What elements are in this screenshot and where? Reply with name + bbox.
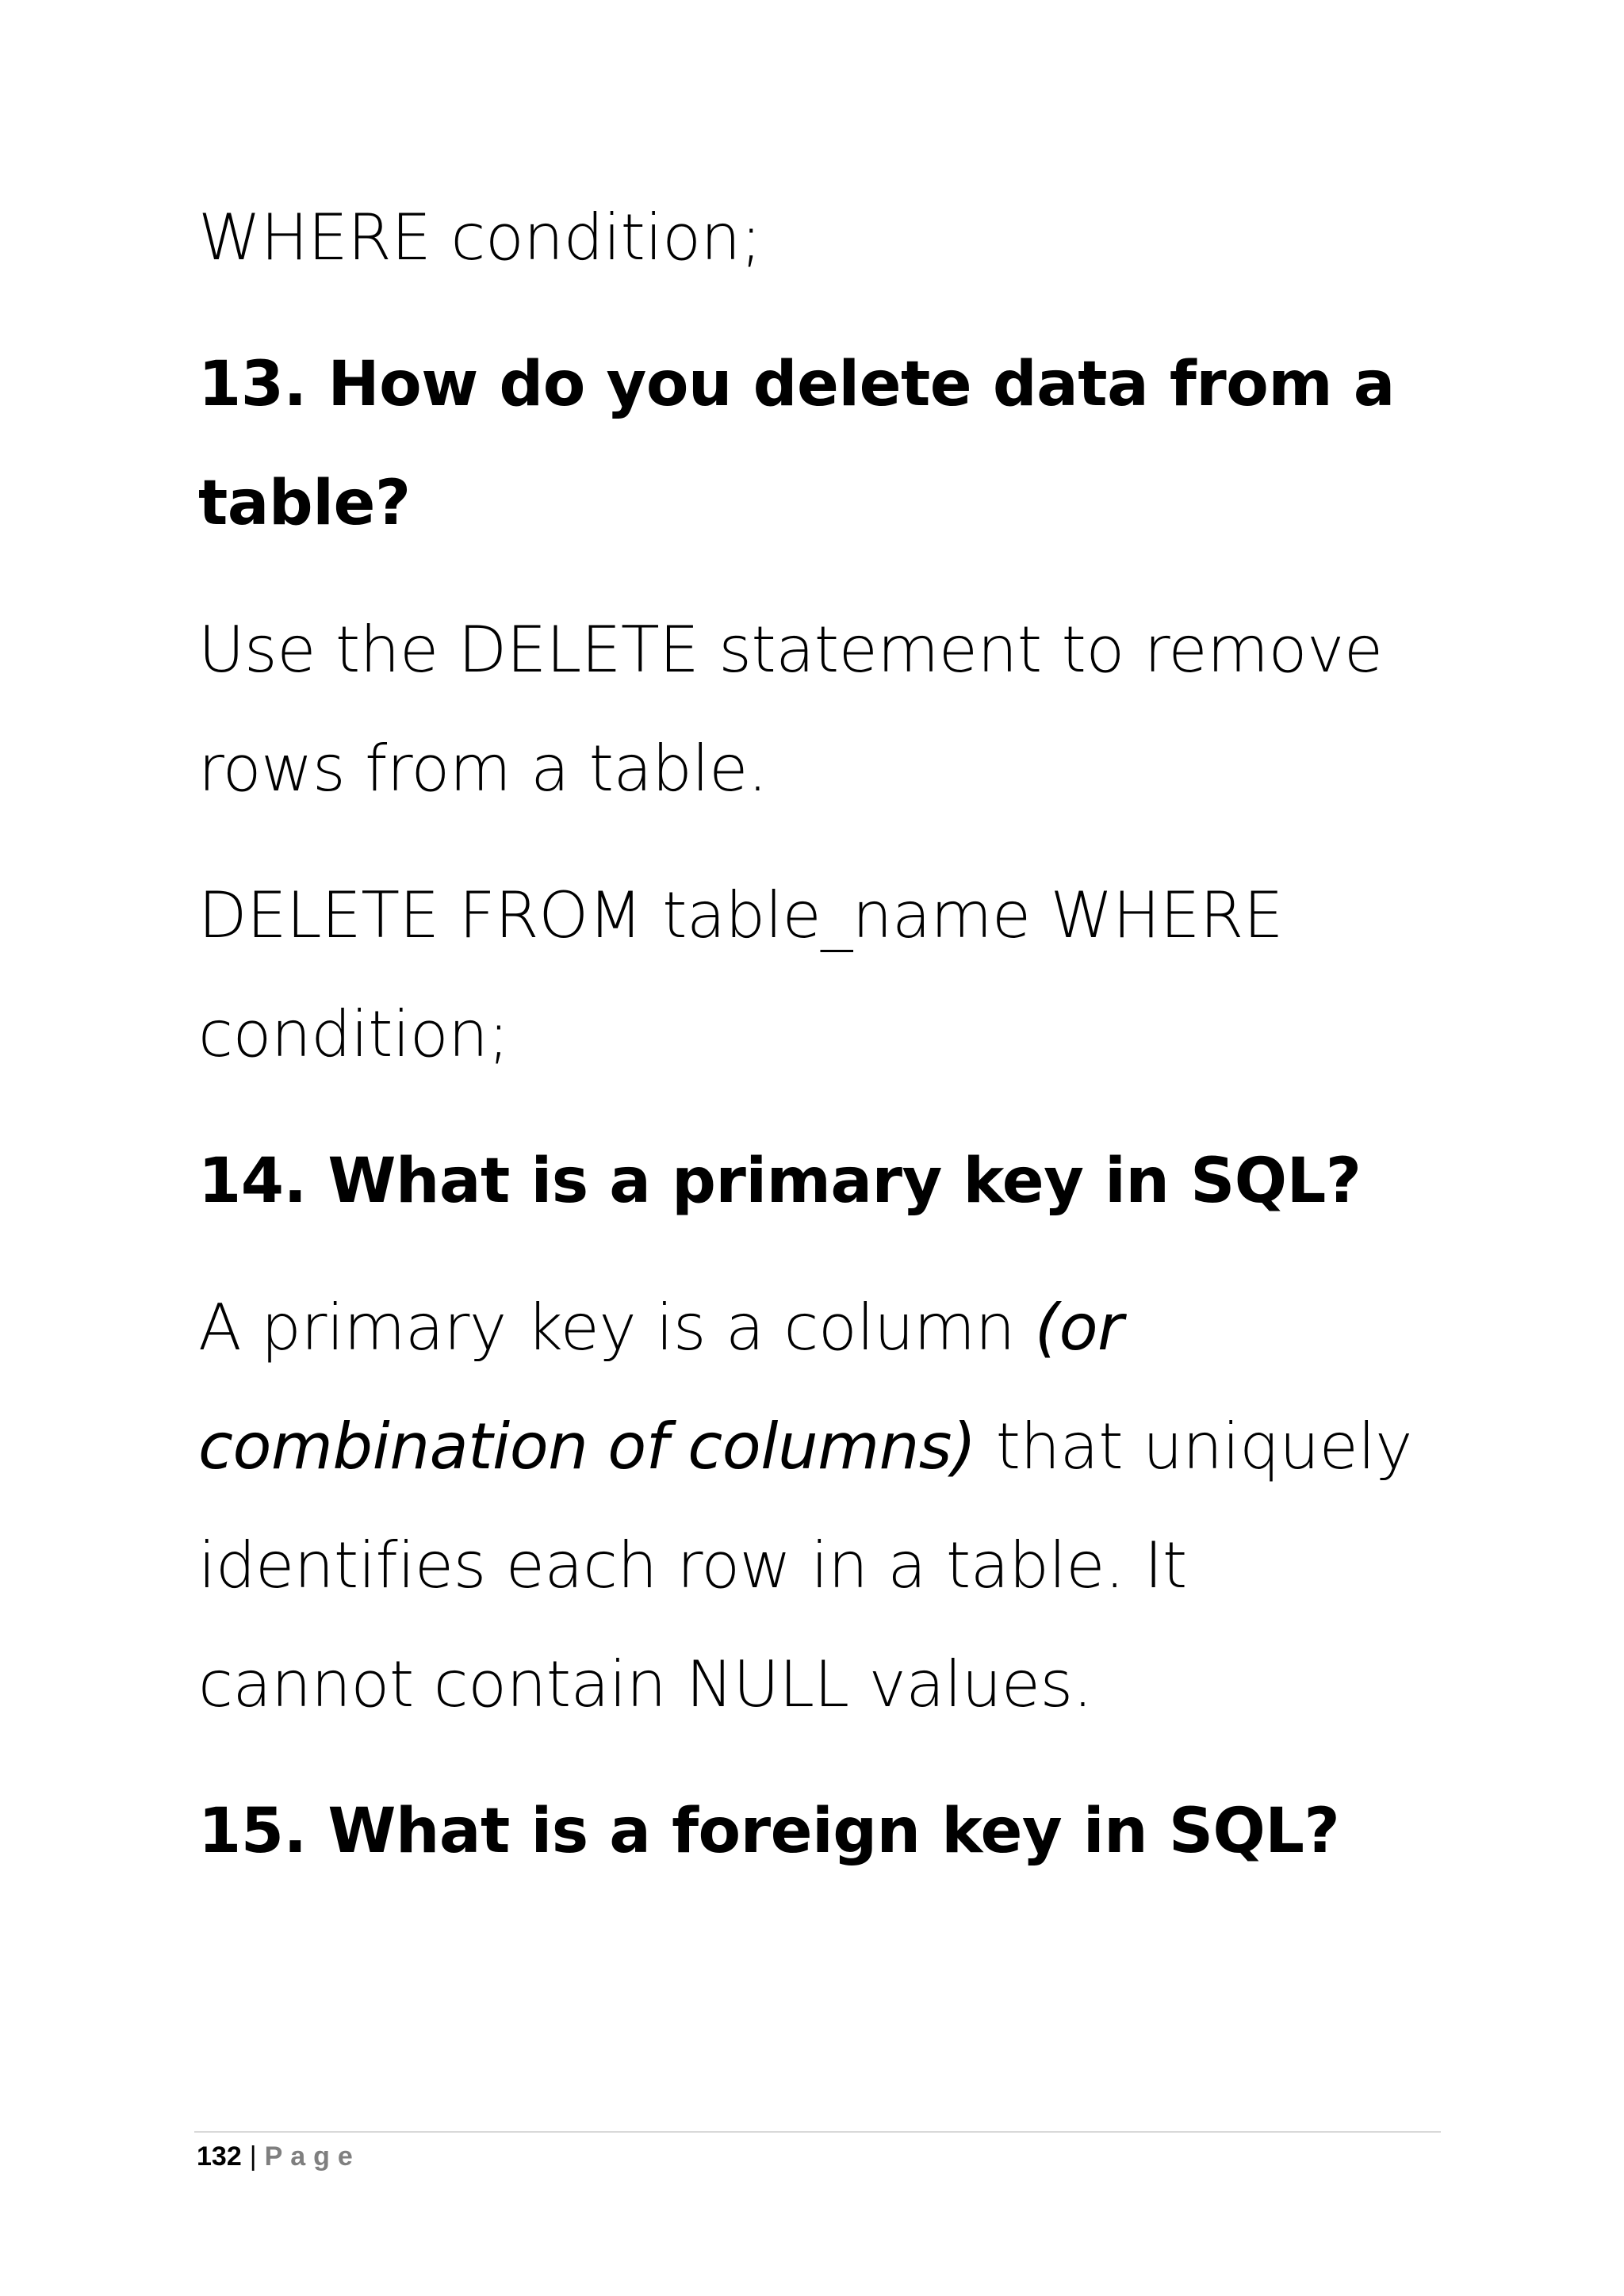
question-13-heading-line2: table? <box>198 468 411 539</box>
question-14-heading: 14. What is a primary key in SQL? <box>198 1146 1362 1217</box>
footer-divider <box>194 2131 1441 2133</box>
answer-13-code-line2: condition; <box>198 997 509 1071</box>
page-label: Page <box>264 2141 361 2172</box>
answer-14-line1 <box>198 1288 1123 1368</box>
answer-14-line2 <box>198 1407 1412 1487</box>
answer-14-line3: identifies each row in a table. It <box>198 1529 1187 1602</box>
answer-14-line1-normal: A primary key is a column <box>198 1291 1035 1364</box>
question-15-heading: 15. What is a foreign key in SQL? <box>198 1796 1340 1867</box>
page-footer <box>197 2141 361 2172</box>
footer-separator: | <box>249 2141 257 2172</box>
question-13-heading-line1: 13. How do you delete data from a <box>198 349 1395 420</box>
answer-14-line2-normal: that uniquely <box>975 1410 1412 1483</box>
code-continuation: WHERE condition; <box>198 201 762 274</box>
answer-14-line4: cannot contain NULL values. <box>198 1647 1093 1721</box>
answer-13-line1: Use the DELETE statement to remove <box>198 613 1383 687</box>
answer-13-code-line1: DELETE FROM table_name WHERE <box>198 878 1283 952</box>
page-number: 132 <box>197 2141 242 2172</box>
answer-14-line1-italic: (or <box>1034 1291 1124 1364</box>
answer-14-line2-italic: combination of columns) <box>198 1410 976 1483</box>
answer-13-line2: rows from a table. <box>198 732 768 806</box>
